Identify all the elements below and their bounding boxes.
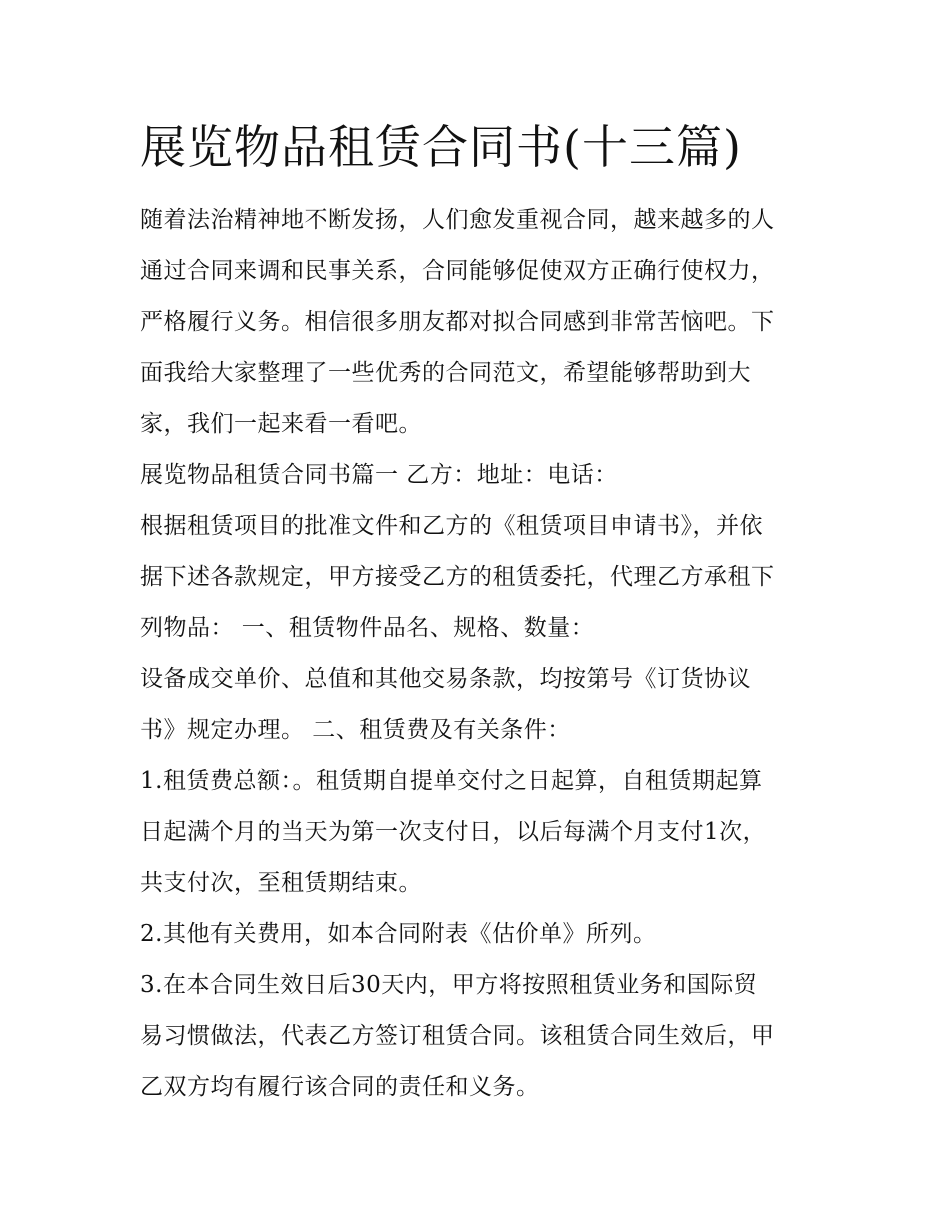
document-body <box>140 195 820 1113</box>
body-line: 面我给大家整理了一些优秀的合同范文，希望能够帮助到大 <box>140 360 751 386</box>
body-line: 乙双方均有履行该合同的责任和义务。 <box>140 1074 540 1100</box>
body-line: 通过合同来调和民事关系，合同能够促使双方正确行使权力， <box>140 258 775 284</box>
body-line: 严格履行义务。相信很多朋友都对拟合同感到非常苦恼吧。下 <box>140 309 775 335</box>
body-line: 书》规定办理。 二、租赁费及有关条件： <box>140 717 571 743</box>
document-title: 展览物品租赁合同书(十三篇) <box>140 120 742 174</box>
body-line: 设备成交单价、总值和其他交易条款，均按第号《订货协议 <box>140 666 751 692</box>
body-line: 3.在本合同生效日后30天内，甲方将按照租赁业务和国际贸 <box>140 972 758 998</box>
body-line: 随着法治精神地不断发扬，人们愈发重视合同，越来越多的人 <box>140 207 775 233</box>
body-line: 2.其他有关费用，如本合同附表《估价单》所列。 <box>140 921 657 947</box>
body-line: 据下述各款规定，甲方接受乙方的租赁委托，代理乙方承租下 <box>140 564 775 590</box>
section-heading-line: 展览物品租赁合同书篇一 乙方：地址：电话： <box>140 462 618 488</box>
body-line: 易习惯做法，代表乙方签订租赁合同。该租赁合同生效后，甲 <box>140 1023 775 1049</box>
body-line: 共支付次，至租赁期结束。 <box>140 870 422 896</box>
body-line: 列物品： 一、租赁物件品名、规格、数量： <box>140 615 595 641</box>
body-line: 家，我们一起来看一看吧。 <box>140 411 422 437</box>
body-line: 日起满个月的当天为第一次支付日，以后每满个月支付1次， <box>140 819 767 845</box>
body-line: 根据租赁项目的批准文件和乙方的《租赁项目申请书》，并依 <box>140 513 763 539</box>
body-line: 1.租赁费总额：。租赁期自提单交付之日起算，自租赁期起算 <box>140 768 763 794</box>
